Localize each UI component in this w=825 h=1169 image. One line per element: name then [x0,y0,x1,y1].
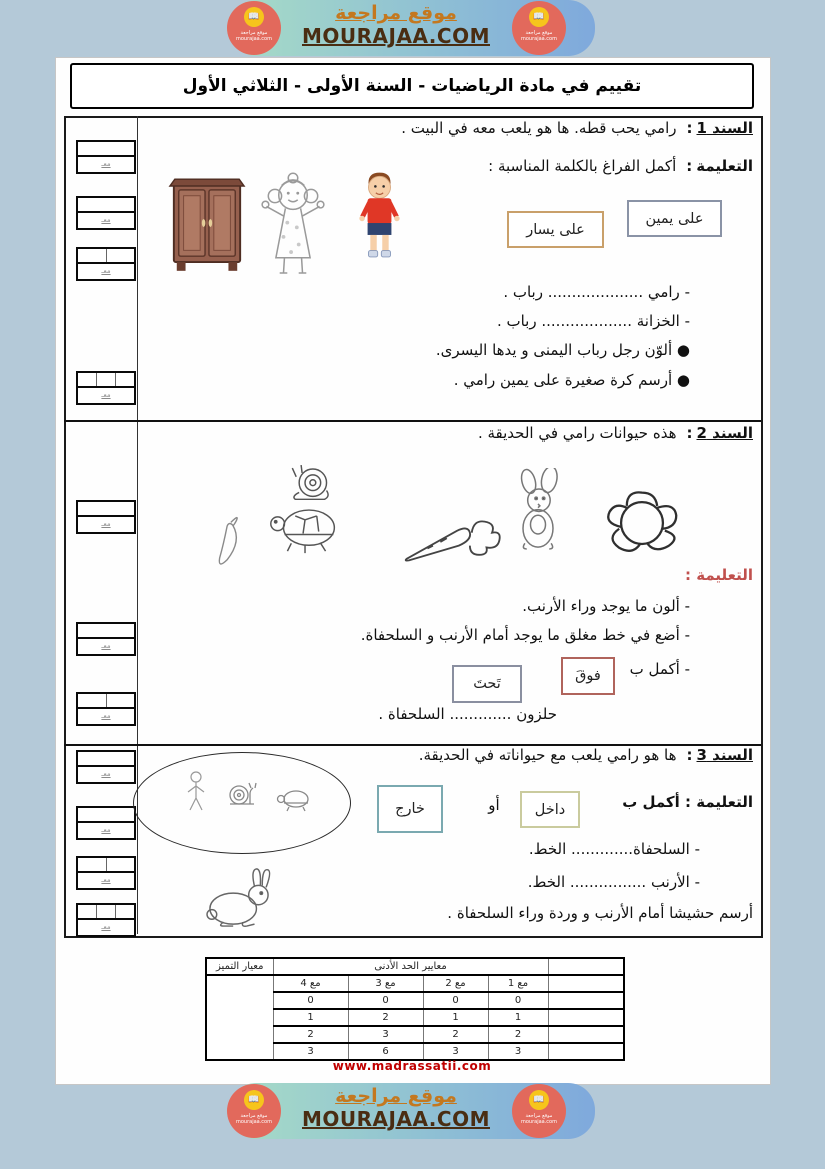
section2-task1: - ألون ما يوجد وراء الأرنب. [522,597,690,615]
option-fawq: فوقَ [561,657,615,695]
logo-caption [227,30,281,43]
mini-snail-image [224,780,258,814]
site-name-arabic[interactable]: موقع مراجعة [335,1085,457,1107]
table-col-header: مع 3 [348,975,423,992]
wardrobe-image [168,176,246,278]
site-url-link[interactable]: MOURAJAA.COM [302,1107,490,1131]
section3-text: ها هو رامي يلعب مع حيواناته في الحديقة. [418,746,677,764]
score-box: معـ [76,247,136,281]
option-dakhil: داخل [520,791,580,828]
section2-task2: - أضع في خط مغلق ما يوجد أمام الأرنب و السلحفاة. [360,626,690,644]
table-cell: 2 [423,1026,488,1043]
logo-caption-ar: موقع مراجعة [525,30,553,36]
section1-heading [145,119,753,137]
table-cell: 3 [488,1043,548,1060]
table-empty-cell [548,1026,624,1043]
colon: : [686,746,693,764]
mini-person-image [185,770,207,818]
cabbage-image [598,485,686,567]
table-empty-cell [548,975,624,992]
scoring-table-wrap [205,957,625,1061]
or-word: أو [488,796,500,814]
logo-caption-en: mourajaa.com [235,36,272,43]
table-cell: 0 [273,992,348,1009]
site-logo-left [227,1,281,55]
section1-line4: ● أرسم كرة صغيرة على يمين رامي . [453,371,690,389]
colon: : [686,157,693,175]
table-col-header: مع 4 [273,975,348,992]
section1-line3: ● ألوّن رجل رباب اليمنى و يدها اليسرى. [435,341,690,359]
scoring-table [205,957,625,1061]
logo-book-icon: 📖 [529,1090,549,1110]
table-empty-cell [548,958,624,975]
option-taht: تَحتَ [452,665,522,703]
section1-line2: - الخزانة ................... رباب . [496,312,690,330]
table-left-empty-column [206,975,273,1060]
mini-turtle-image [276,786,312,816]
top-banner [0,0,825,60]
logo-caption-en: mourajaa.com [520,1119,557,1126]
section2-taalima: التعليمة : [685,566,753,584]
logo-caption [512,1113,566,1126]
banner-text [285,1085,507,1131]
table-cell: 1 [273,1009,348,1026]
table-cell: 3 [348,1026,423,1043]
section3-line2: - الأرنب ................ الخط. [527,873,700,891]
score-box: معـ [76,371,136,405]
table-cell: 3 [273,1043,348,1060]
table-empty-cell [548,1043,624,1060]
site-logo-right [512,1,566,55]
section2-heading [145,424,753,442]
section2-text: هذه حيوانات رامي في الحديقة . [477,424,677,442]
table-cell: 2 [348,1009,423,1026]
score-box: معـ [76,140,136,174]
table-empty-cell [548,992,624,1009]
colon: : [686,119,693,137]
girl-outline-image [255,170,331,284]
section1-label: السند 1 [696,119,753,137]
table-cell: 0 [423,992,488,1009]
madrassatii-link[interactable]: www.madrassatii.com [332,1059,492,1073]
exam-title: تقييم في مادة الرياضيات - السنة الأولى - الثلاثي الأول [70,63,754,109]
section1-text: رامي يحب قطه. ها هو يلعب معه في البيت . [401,119,677,137]
option-ala-yamin: على يمين [627,200,722,237]
site-logo-right [512,1084,566,1138]
snail-on-turtle-image [262,463,350,567]
rabbit-side-image [200,866,278,932]
boy-image [352,168,407,272]
logo-book-icon: 📖 [244,1090,264,1110]
section3-line1: - السلحفاة............. الخط. [528,840,700,858]
table-group-header: معايير الحد الأدنى [273,958,548,975]
table-cell: 0 [348,992,423,1009]
colon: : [686,424,693,442]
option-ala-yasar: على يسار [507,211,604,248]
score-box: معـ [76,750,136,784]
rabbit-front-image [508,468,568,557]
table-corner-header: معيار التميز [206,958,273,975]
logo-caption-ar: موقع مراجعة [240,30,268,36]
banner-text [285,2,507,48]
logo-book-icon: 📖 [529,7,549,27]
score-box: معـ [76,856,136,890]
section1-line1: - رامي .................... رباب . [503,283,690,301]
table-cell: 2 [488,1026,548,1043]
carrot-image [398,505,503,569]
logo-caption [227,1113,281,1126]
section2-task3: - أكمل ب [629,660,690,678]
logo-caption [512,30,566,43]
instruction-text: أكمل الفراغ بالكلمة المناسبة : [488,157,677,175]
table-cell: 1 [488,1009,548,1026]
logo-caption-ar: موقع مراجعة [240,1113,268,1119]
table-cell: 2 [273,1026,348,1043]
table-col-header: مع 2 [423,975,488,992]
taalima-label: التعليمة [696,157,753,175]
site-logo-left [227,1084,281,1138]
section2-completion: حلزون ............. السلحفاة . [378,705,557,723]
table-cell: 3 [423,1043,488,1060]
score-box: معـ [76,500,136,534]
score-box: معـ [76,806,136,840]
score-box: معـ [76,903,136,937]
section1-instruction [145,157,753,175]
section3-label: السند 3 [696,746,753,764]
site-url-link[interactable]: MOURAJAA.COM [302,24,490,48]
logo-book-icon: 📖 [244,7,264,27]
table-empty-cell [548,1009,624,1026]
score-box: معـ [76,622,136,656]
section-divider-1 [64,420,761,422]
option-kharij: خارج [377,785,443,833]
score-box: معـ [76,692,136,726]
table-cell: 0 [488,992,548,1009]
logo-caption-en: mourajaa.com [235,1119,272,1126]
site-name-arabic[interactable]: موقع مراجعة [335,2,457,24]
logo-caption-en: mourajaa.com [520,36,557,43]
table-cell: 1 [423,1009,488,1026]
section3-taalima: التعليمة : أكمل ب [622,793,753,811]
section3-line3: أرسم حشيشا أمام الأرنب و وردة وراء السلحفاة . [447,904,753,922]
section2-label: السند 2 [696,424,753,442]
logo-caption-ar: موقع مراجعة [525,1113,553,1119]
bottom-banner [0,1083,825,1143]
table-cell: 6 [348,1043,423,1060]
score-box: معـ [76,196,136,230]
table-col-header: مع 1 [488,975,548,992]
